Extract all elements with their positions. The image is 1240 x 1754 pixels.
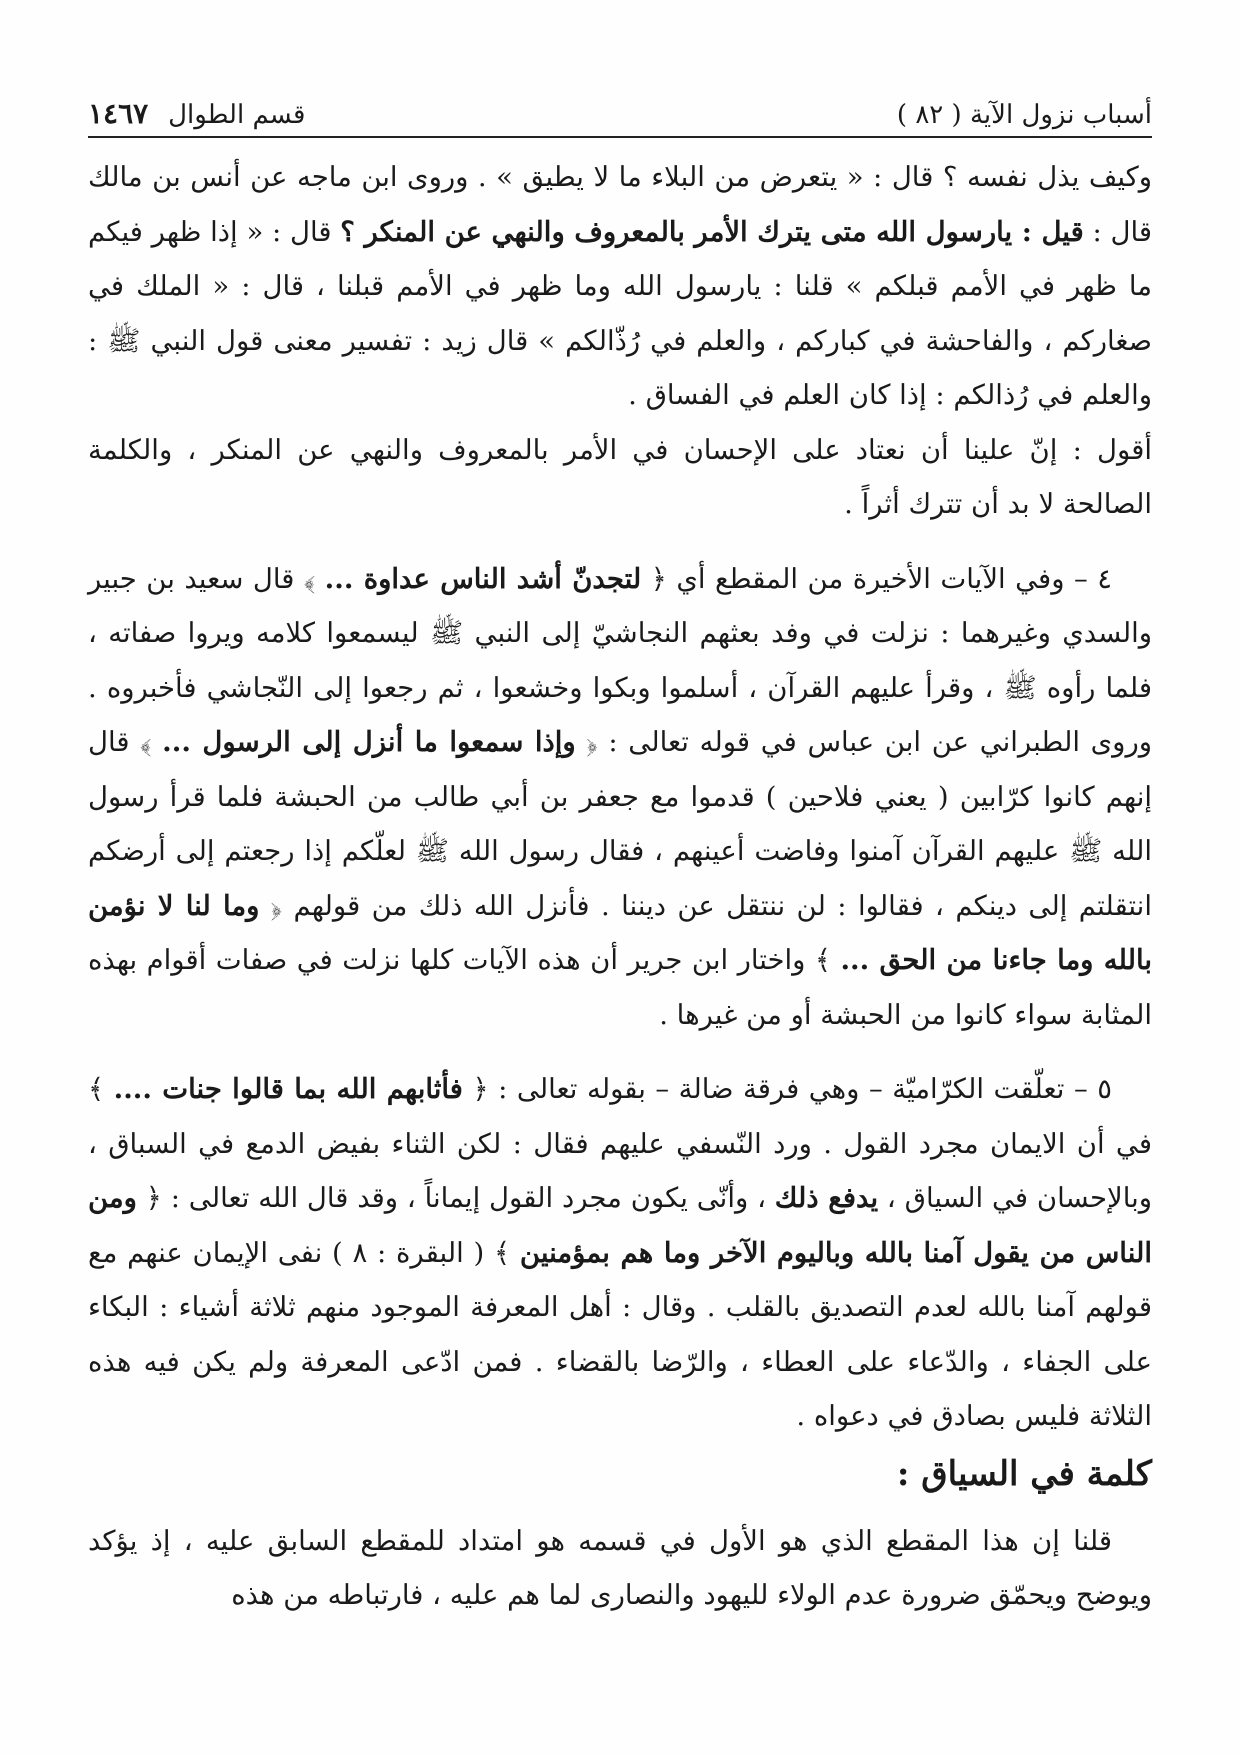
paragraph-4	[88, 1062, 1152, 1444]
text-run: ﴾ في أن الايمان مجرد القول . ورد النّسفي عليهم فقال : لكن الثناء بفيض الدمع في السباق ، وبالإحسان في السياق ،	[88, 1073, 1153, 1214]
paragraph-1	[88, 150, 1152, 423]
section-name: قسم الطوال	[168, 100, 306, 130]
paragraph-2	[88, 423, 1152, 532]
text-run: أقول : إنّ علينا أن نعتاد على الإحسان في الأمر بالمعروف والنهي عن المنكر ، والكلمة الصالحة لا بد أن تترك أثراً .	[88, 433, 1152, 520]
quran-quote: ومن الناس من يقول آمنا بالله وباليوم الآخر وما هم بمؤمنين	[88, 1182, 1153, 1269]
bold-run: يدفع ذلك	[774, 1182, 879, 1214]
text-run: قلنا إن هذا المقطع الذي هو الأول في قسمه هو امتداد للمقطع السابق عليه ، إذ يؤكد ويوضح ويحمّق ضرورة عدم الولاء لليهود والنصارى لما هم عليه ، فارتباطه من هذه	[88, 1524, 1152, 1611]
quran-quote: وما لنا لا نؤمن بالله وما جاءنا من الحق ...	[88, 889, 1153, 976]
text-run: ﴾ واختار ابن جرير أن هذه الآيات كلها نزلت في صفات أقوام بهذه المثابة سواء كانوا من الحبشة أو من غيرها .	[88, 944, 1152, 1031]
chapter-title: أسباب نزول الآية ( ٨٢ )	[896, 100, 1152, 130]
bold-run: قيل : يارسول الله متى يترك الأمر بالمعروف والنهي عن المنكر ؟	[340, 215, 1084, 248]
text-run: قال : « إذا ظهر فيكم ما ظهر في الأمم قبلكم » قلنا : يارسول الله وما ظهر في الأمم قبلنا ، قال : « الملك في صغاركم ، والفاحشة في كباركم ، والعلم في رُذّالكم » قال زيد : تفسير معنى قول النبي ﷺ : والعلم في رُذالكم : إذا كان العلم في الفساق .	[88, 215, 1152, 411]
running-header	[88, 84, 1152, 138]
text-run: وكيف يذل نفسه ؟ قال : « يتعرض من البلاء ما لا يطيق » . وروى ابن ماجه عن أنس بن مالك قال :	[88, 161, 1152, 248]
text-run: ٥ – تعلّقت الكرّاميّة – وهي فرقة ضالة – بقوله تعالى : ﴿	[462, 1073, 1112, 1105]
page-body	[88, 150, 1152, 1623]
quran-quote: وإذا سمعوا ما أنزل إلى الرسول ...	[162, 726, 576, 758]
quran-quote: لتجدنّ أشد الناس عداوة ...	[324, 562, 642, 595]
page-number: ١٤٦٧	[88, 97, 149, 130]
paragraph-5	[88, 1514, 1152, 1623]
paragraph-3	[88, 552, 1152, 1043]
text-run: ﴾ قال سعيد بن جبير والسدي وغيرهما : نزلت في وفد بعثهم النجاشيّ إلى النبي ﷺ ليسمعوا كلامه ويروا صفاته ، فلما رأوه ﷺ ، وقرأ عليهم القرآن ، أسلموا وبكوا وخشعوا ، ثم رجعوا إلى النّجاشي فأخبروه . وروى الطبراني عن ابن عباس في قوله تعالى : ﴿	[88, 562, 1153, 758]
quran-quote: فأثابهم الله بما قالوا جنات ....	[113, 1073, 463, 1105]
text-run: ، وأنّى يكون مجرد القول إيماناً ، وقد قال الله تعالى : ﴿	[136, 1182, 775, 1214]
header-left-group	[88, 97, 305, 130]
section-heading: كلمة في السياق :	[896, 1453, 1152, 1494]
text-run: ﴾ قال إنهم كانوا كرّابين ( يعني فلاحين ) قدموا مع جعفر بن أبي طالب من الحبشة فلما قرأ رسول الله ﷺ عليهم القرآن آمنوا وفاضت أعينهم ، فقال رسول الله ﷺ لعلّكم إذا رجعتم إلى أرضكم انتقلتم إلى دينكم ، فقالوا : لن ننتقل عن ديننا . فأنزل الله ذلك من قولهم ﴿	[88, 726, 1152, 922]
text-run: ﴾ ( البقرة : ٨ ) نفى الإيمان عنهم مع قولهم آمنا بالله لعدم التصديق بالقلب . وقال : أهل المعرفة الموجود منهم ثلاثة أشياء : البكاء على الجفاء ، والدّعاء على العطاء ، والرّضا بالقضاء . فمن ادّعى المعرفة ولم يكن فيه هذه الثلاثة فليس بصادق في دعواه .	[88, 1236, 1152, 1432]
text-run: ٤ – وفي الآيات الأخيرة من المقطع أي ﴿	[641, 562, 1112, 595]
